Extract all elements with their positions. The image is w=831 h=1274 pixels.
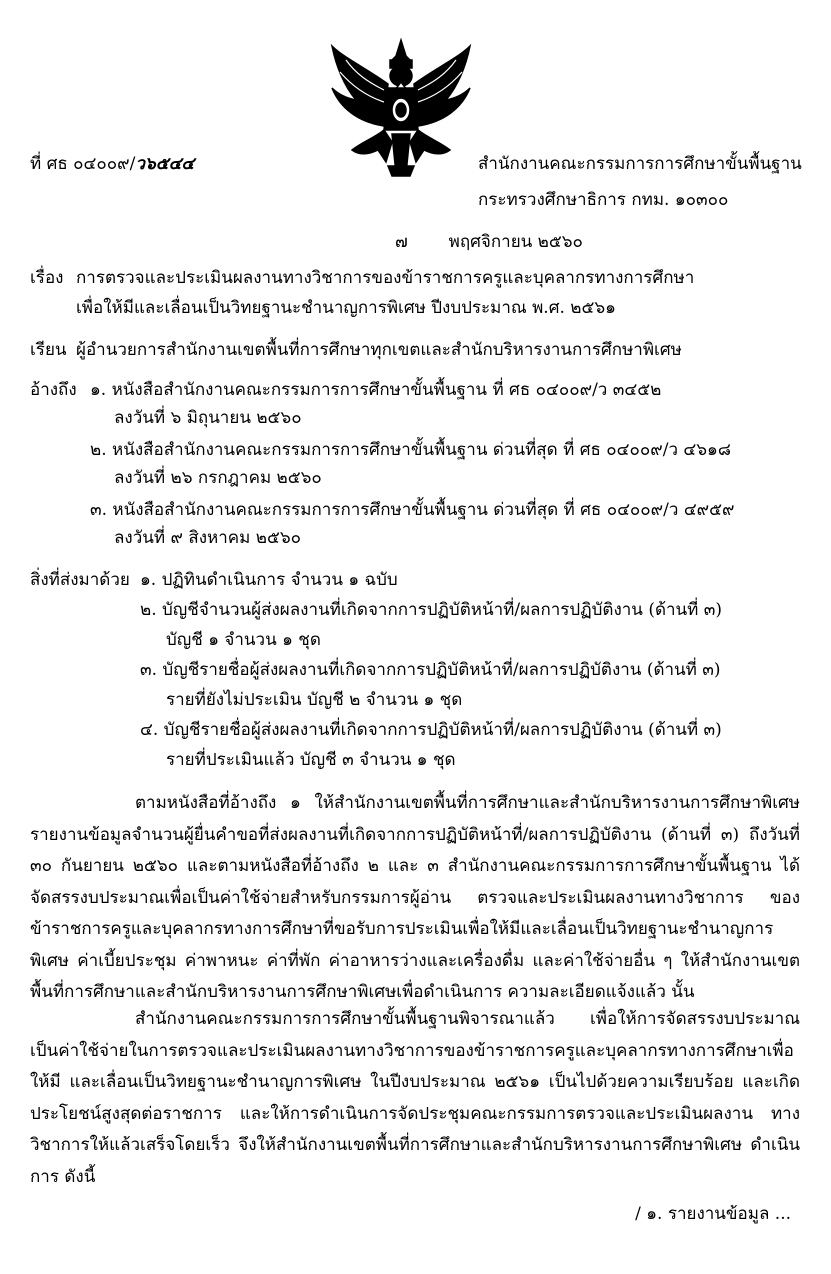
date-month-year: พฤศจิกายน ๒๕๖๐	[448, 232, 583, 252]
enclosure-item-4: ๔. บัญชีรายชื่อผู้ส่งผลงานที่เกิดจากการปฏิบัติหน้าที่/ผลการปฏิบัติงาน (ด้านที่ ๓)	[140, 720, 722, 740]
agency-address: กระทรวงศึกษาธิการ กทม. ๑๐๓๐๐	[478, 190, 729, 210]
date-day: ๗	[395, 232, 408, 252]
agency-name: สำนักงานคณะกรรมการการศึกษาขั้นพื้นฐาน	[478, 154, 802, 174]
subject-line-1: การตรวจและประเมินผลงานทางวิชาการของข้าราชการครูและบุคลากรทางการศึกษา	[76, 268, 695, 288]
reference-item-1: ๑. หนังสือสำนักงานคณะกรรมการการศึกษาขั้นพื้นฐาน ที่ ศธ ๐๔๐๐๙/ว ๓๔๕๒	[90, 380, 662, 400]
enclosures-label: สิ่งที่ส่งมาด้วย	[30, 570, 130, 590]
enclosure-item-3-detail: รายที่ยังไม่ประเมิน บัญชี ๒ จำนวน ๑ ชุด	[166, 690, 463, 710]
enclosure-item-3: ๓. บัญชีรายชื่อผู้ส่งผลงานที่เกิดจากการปฏิบัติหน้าที่/ผลการปฏิบัติงาน (ด้านที่ ๓)	[140, 660, 721, 680]
reference-item-2: ๒. หนังสือสำนักงานคณะกรรมการการศึกษาขั้นพื้นฐาน ด่วนที่สุด ที่ ศธ ๐๔๐๐๙/ว ๔๖๑๘	[90, 440, 731, 460]
recipient-label: เรียน	[30, 340, 67, 360]
reference-item-1-date: ลงวันที่ ๖ มิถุนายน ๒๕๖๐	[114, 408, 302, 428]
garuda-emblem-icon	[326, 38, 476, 178]
subject-line-2: เพื่อให้มีและเลื่อนเป็นวิทยฐานะชำนาญการพิเศษ ปีงบประมาณ พ.ศ. ๒๕๖๑	[76, 298, 616, 318]
reference-item-2-date: ลงวันที่ ๒๖ กรกฎาคม ๒๕๖๐	[114, 468, 322, 488]
enclosure-item-1: ๑. ปฏิทินดำเนินการ จำนวน ๑ ฉบับ	[140, 570, 398, 590]
reference-item-3-date: ลงวันที่ ๙ สิงหาคม ๒๕๖๐	[114, 528, 301, 548]
body-paragraph-1: ตามหนังสือที่อ้างถึง ๑ ให้สำนักงานเขตพื้นที่การศึกษาและสำนักบริหารงานการศึกษาพิเศษ รายงานข้อมูลจำนวนผู้ยื่นคำขอที่ส่งผลงานที่เกิดจากการปฏิบัติหน้าที่/ผลการปฏิบัติงาน (ด้านที่ ๓) ถึงวันที่ ๓๐ กันยายน ๒๕๖๐ และตามหนังสือที่อ้างถึง ๒ และ ๓ สำนักงานคณะกรรมการการศึกษาขั้นพื้นฐาน ได้จัดสรรงบประมาณเพื่อเป็นค่าใช้จ่ายสำหรับกรรมการผู้อ่าน ตรวจและประเมินผลงานทางวิชาการ ของข้าราชการครูและบุคลากรทางการศึกษาที่ขอรับการประเมินเพื่อให้มีและเลื่อนเป็นวิทยฐานะชำนาญการพิเศษ ค่าเบี้ยประชุม ค่าพาหนะ ค่าที่พัก ค่าอาหารว่างและเครื่องดื่ม และค่าใช้จ่ายอื่น ๆ ให้สำนักงานเขตพื้นที่การศึกษาและสำนักบริหารงานการศึกษาพิเศษเพื่อดำเนินการ ความละเอียดแจ้งแล้ว นั้น	[30, 793, 800, 1002]
subject-label: เรื่อง	[30, 268, 64, 288]
continuation-note: / ๑. รายงานข้อมูล ...	[635, 1204, 791, 1224]
document-number: ที่ ศธ ๐๔๐๐๙/ว๖๕๔๔	[30, 154, 195, 174]
reference-item-3: ๓. หนังสือสำนักงานคณะกรรมการการศึกษาขั้นพื้นฐาน ด่วนที่สุด ที่ ศธ ๐๔๐๐๙/ว ๔๙๕๙	[90, 500, 735, 520]
handwritten-number: ว๖๕๔๔	[135, 154, 195, 174]
document-date	[395, 228, 583, 255]
enclosure-item-2-detail: บัญชี ๑ จำนวน ๑ ชุด	[166, 630, 321, 650]
references-label: อ้างถึง	[30, 380, 77, 400]
enclosure-item-2: ๒. บัญชีจำนวนผู้ส่งผลงานที่เกิดจากการปฏิบัติหน้าที่/ผลการปฏิบัติงาน (ด้านที่ ๓)	[140, 600, 723, 620]
body-paragraph-2: สำนักงานคณะกรรมการการศึกษาขั้นพื้นฐานพิจารณาแล้ว เพื่อให้การจัดสรรงบประมาณ เป็นค่าใช้จ่ายในการตรวจและประเมินผลงานทางวิชาการของข้าราชการครูและบุคลากรทางการศึกษาเพื่อให้มี และเลื่อนเป็นวิทยฐานะชำนาญการพิเศษ ในปีงบประมาณ ๒๕๖๑ เป็นไปด้วยความเรียบร้อย และเกิดประโยชน์สูงสุดต่อราชการ และให้การดำเนินการจัดประชุมคณะกรรมการตรวจและประเมินผลงาน ทางวิชาการให้แล้วเสร็จโดยเร็ว จึงให้สำนักงานเขตพื้นที่การศึกษาและสำนักบริหารงานการศึกษาพิเศษ ดำเนินการ ดังนี้	[30, 1009, 800, 1187]
enclosure-item-4-detail: รายที่ประเมินแล้ว บัญชี ๓ จำนวน ๑ ชุด	[166, 750, 456, 770]
recipient-text: ผู้อำนวยการสำนักงานเขตพื้นที่การศึกษาทุกเขตและสำนักบริหารงานการศึกษาพิเศษ	[76, 340, 682, 360]
